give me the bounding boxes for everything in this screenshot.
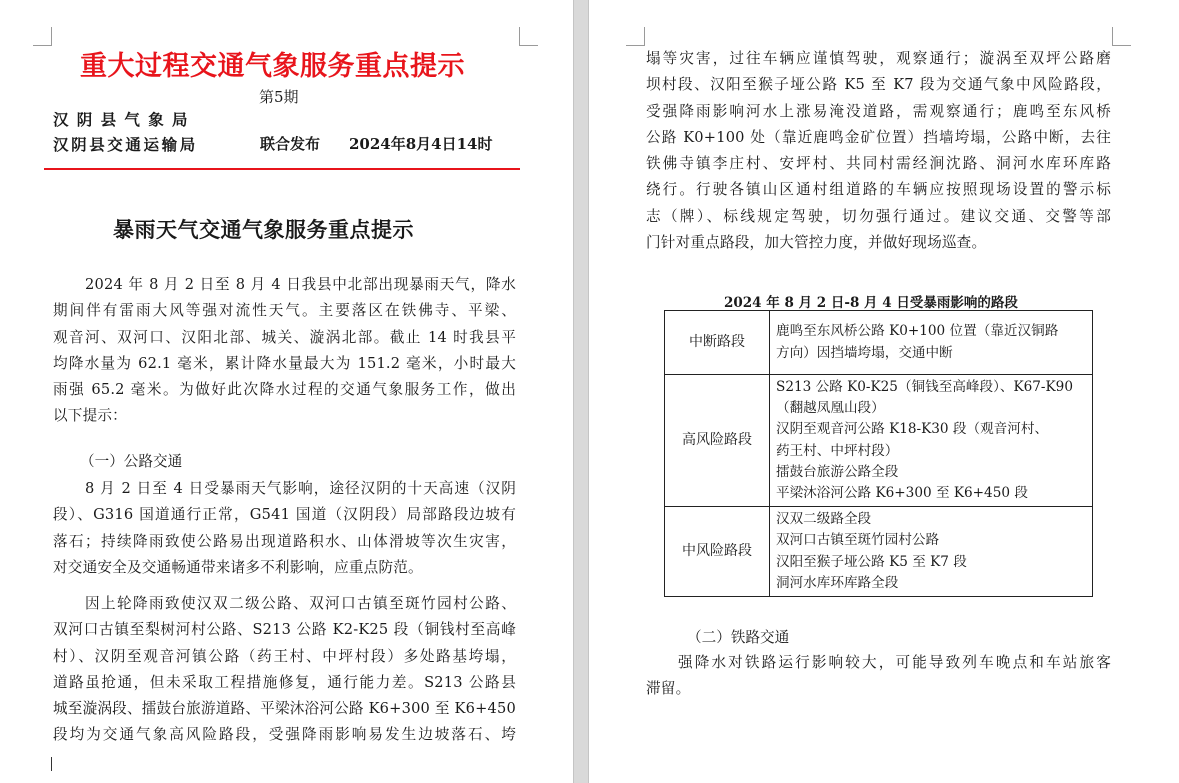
text-line: 段）、G316 国道通行正常，G541 国道（汉阴段）局部路段边坡有 bbox=[53, 506, 516, 524]
text-line: 段均为交通气象高风险路段，受强降雨影响易发生边坡落石、垮 bbox=[53, 726, 516, 744]
text-line: 观音河、双河口、汉阳北部、城关、漩涡北部。截止 14 时我县平 bbox=[53, 328, 516, 346]
issue-number: 第5期 bbox=[259, 88, 299, 106]
text-line: 塌等灾害，过往车辆应谨慎驾驶，观察通行；漩涡至双坪公路磨 bbox=[646, 50, 1111, 67]
text-line: 村）、汉阴至观音河镇公路（药王村、中坪村段）多处路基垮塌， bbox=[53, 647, 516, 665]
issuer-transport-bureau: 汉阴县交通运输局 bbox=[53, 135, 198, 154]
text-line: 2024 年 8 月 2 日至 8 月 4 日我县中北部出现暴雨天气，降水 bbox=[85, 276, 516, 293]
joint-release-label: 联合发布 bbox=[260, 135, 321, 153]
crop-mark-top-right bbox=[519, 27, 538, 46]
text-line: 期间伴有雷雨大风等强对流性天气。主要落区在铁佛寺、平梁、 bbox=[53, 302, 516, 320]
road-paragraph-2-continued bbox=[646, 46, 1111, 256]
road-entry: 汉双二级路全段 bbox=[776, 511, 872, 528]
text-line: 道路虽抢通，但未采取工程措施修复，通行能力差。S213 公路县 bbox=[53, 673, 516, 691]
intro-paragraph bbox=[53, 272, 516, 430]
text-line: 双河口古镇至梨树河村公路、S213 公路 K2-K25 段（铜钱村至高峰 bbox=[53, 621, 516, 639]
road-entry: （翻越凤凰山段） bbox=[776, 400, 885, 417]
text-line: 铁佛寺镇李庄村、安坪村、共同村需经涧沈路、洞河水库环库路 bbox=[646, 155, 1111, 173]
text-line: 因上轮降雨致使汉双二级公路、双河口古镇至斑竹园村公路、 bbox=[85, 595, 516, 612]
text-line: 均降水量为 62.1 毫米，累计降水量最大为 151.2 毫米，小时最大 bbox=[53, 354, 516, 372]
road-entry: 平梁沐浴河公路 K6+300 至 K6+450 段 bbox=[776, 485, 1028, 502]
text-line: 8 月 2 日至 4 日受暴雨天气影响，途径汉阴的十天高速（汉阴 bbox=[85, 480, 516, 497]
crop-mark-top-left bbox=[33, 27, 52, 46]
road-paragraph-2 bbox=[53, 591, 516, 749]
text-line: 以下提示： bbox=[53, 407, 127, 425]
roads-cell bbox=[770, 375, 1093, 507]
roads-cell bbox=[770, 311, 1093, 375]
road-entry: 药王村、中坪村段） bbox=[776, 442, 899, 459]
category-cell: 高风险路段 bbox=[665, 375, 770, 507]
affected-roads-table bbox=[664, 310, 1093, 597]
road-entry: S213 公路 K0-K25（铜钱至高峰段）、K67-K90 bbox=[776, 379, 1073, 395]
road-entry: 方向）因挡墙垮塌，交通中断 bbox=[776, 344, 953, 361]
text-line: 坝村段、汉阳至猴子垭公路 K5 至 K7 段为交通气象中风险路段， bbox=[646, 76, 1111, 94]
section-heading-road: （一）公路交通 bbox=[80, 453, 183, 470]
section-heading-rail: （二）铁路交通 bbox=[687, 629, 790, 646]
road-paragraph-1 bbox=[53, 476, 516, 581]
category-cell: 中断路段 bbox=[665, 311, 770, 375]
issue-datetime: 2024年8月4日14时 bbox=[349, 135, 493, 153]
left-page bbox=[0, 0, 573, 783]
text-line: 落石；持续降雨致使公路易出现道路积水、山体滑坡等次生灾害， bbox=[53, 532, 516, 550]
road-entry: 汉阴至观音河公路 K18-K30 段（观音河村、 bbox=[776, 421, 1049, 438]
text-line: 受强降雨影响河水上涨易淹没道路，需观察通行；鹿鸣至东风桥 bbox=[646, 102, 1111, 120]
page-gutter bbox=[573, 0, 589, 783]
text-line: 城至漩涡段、擂鼓台旅游道路、平梁沐浴河公路 K6+300 至 K6+450 bbox=[53, 700, 516, 718]
text-line: 志（牌）、标线规定驾驶，切勿强行通过。建议交通、交警等部 bbox=[646, 207, 1111, 225]
issuer-meteorological-bureau: 汉阴县气象局 bbox=[53, 110, 196, 129]
table-row bbox=[665, 311, 1093, 375]
category-cell: 中风险路段 bbox=[665, 507, 770, 597]
road-entry: 鹿鸣至东风桥公路 K0+100 位置（靠近汉铜路 bbox=[776, 323, 1059, 340]
table-row bbox=[665, 507, 1093, 597]
table-row bbox=[665, 375, 1093, 507]
rail-paragraph bbox=[646, 650, 1111, 703]
roads-cell bbox=[770, 507, 1093, 597]
text-line: 雨强 65.2 毫米。为做好此次降水过程的交通气象服务工作，做出 bbox=[53, 381, 516, 399]
road-entry: 洞河水库环库路全段 bbox=[776, 574, 899, 591]
crop-mark-top-left bbox=[626, 27, 645, 46]
crop-mark-top-right bbox=[1112, 27, 1131, 46]
table-caption: 2024 年 8 月 2 日-8 月 4 日受暴雨影响的路段 bbox=[724, 295, 1018, 311]
red-divider-line bbox=[44, 168, 520, 170]
text-line: 对交通安全及交通畅通带来诸多不利影响，应重点防范。 bbox=[53, 558, 423, 576]
text-line: 绕行。行驶各镇山区通村组道路的车辆应按照现场设置的警示标 bbox=[646, 181, 1111, 199]
text-line: 公路 K0+100 处（靠近鹿鸣金矿位置）挡墙垮塌，公路中断，去往 bbox=[646, 128, 1111, 146]
road-entry: 双河口古镇至斑竹园村公路 bbox=[776, 532, 940, 549]
road-entry: 汉阳至猴子垭公路 K5 至 K7 段 bbox=[776, 553, 967, 570]
red-header-title: 重大过程交通气象服务重点提示 bbox=[80, 51, 465, 82]
text-line: 门针对重点路段，加大管控力度，并做好现场巡查。 bbox=[646, 234, 987, 252]
document-title: 暴雨天气交通气象服务重点提示 bbox=[113, 218, 414, 242]
text-line: 滞留。 bbox=[646, 680, 691, 698]
road-entry: 擂鼓台旅游公路全段 bbox=[776, 463, 899, 480]
text-line: 强降水对铁路运行影响较大，可能导致列车晚点和车站旅客 bbox=[678, 654, 1111, 671]
text-cursor bbox=[51, 757, 52, 771]
